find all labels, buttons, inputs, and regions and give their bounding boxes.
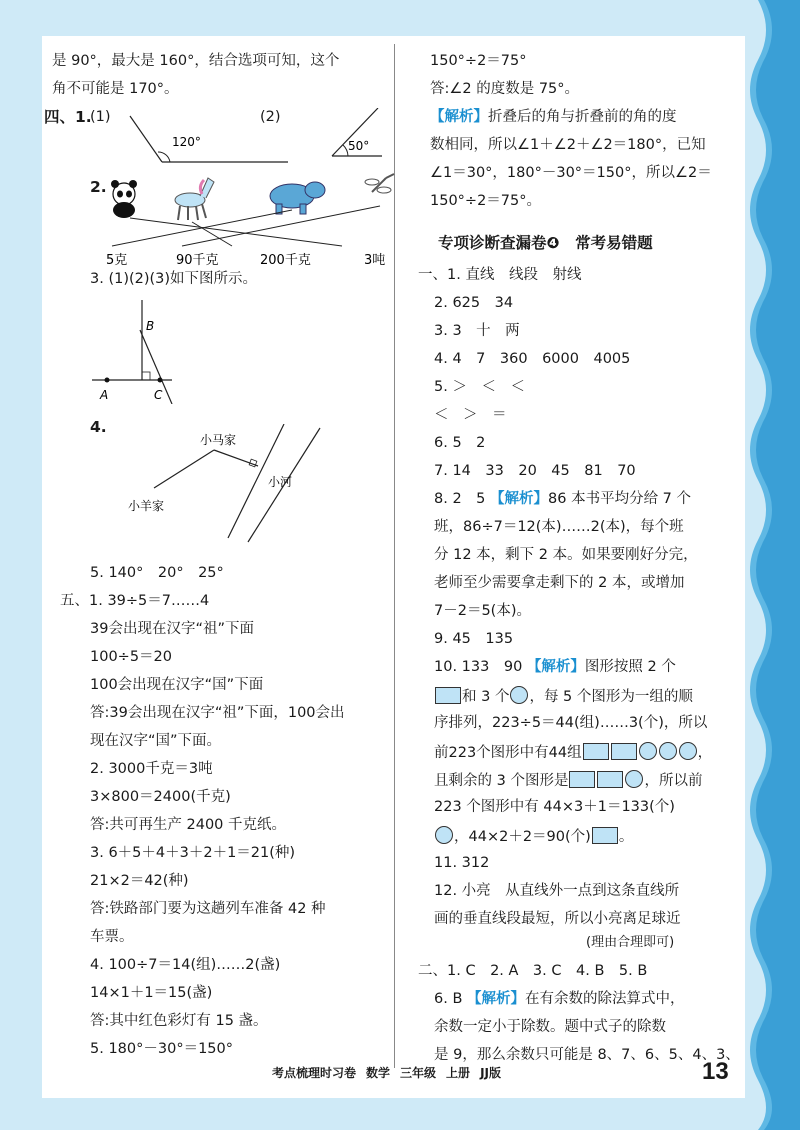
dragonfly-icon [365, 174, 394, 193]
q5-text: 5. 140° 20° 25° [90, 565, 224, 581]
panda-icon [111, 180, 137, 218]
answer-12: 12. 小亮 从直线外一点到这条直线所 [434, 883, 680, 899]
angle1-value: 120° [172, 135, 201, 149]
q2-label: 2. [90, 178, 107, 196]
answer-5b: ＜ ＞ ＝ [434, 407, 507, 423]
answer-10: 10. 133 90 【解析】图形按照 2 个 [434, 659, 676, 675]
text-line: 前223个图形中有44组 ， [434, 742, 712, 762]
q4-label: 4. [90, 418, 107, 436]
text-line: 班，86÷7＝12(本)……2(本)，每个班 [434, 519, 684, 535]
text-line: (理由合理即可) [586, 935, 675, 950]
section-2-answers: 二、1. C 2. A 3. C 4. B 5. B [418, 963, 648, 979]
answer-2: 2. 625 34 [434, 295, 514, 311]
q1-part2-label: (2) [260, 109, 281, 125]
text-line: 余数一定小于除数。题中式子的除数 [434, 1019, 666, 1035]
text-line: 且剩余的 3 个图形是 ，所以前 [434, 770, 702, 790]
text-line: 答:∠2 的度数是 75°。 [430, 81, 580, 97]
answer-6: 6. 5 2 [434, 435, 486, 451]
square-shape [435, 687, 461, 704]
text-line: 序排列，223÷5＝44(组)……3(个)，所以 [434, 715, 708, 731]
horse-icon [175, 178, 214, 220]
analysis-tag: 【解析】 [490, 491, 549, 507]
point-b-label: B [146, 319, 155, 333]
answer-7: 7. 14 33 20 45 81 70 [434, 463, 636, 479]
text-line: 分 12 本，剩下 2 本。如果要刚好分完， [434, 547, 698, 563]
weight-label-4: 3吨 [364, 253, 386, 267]
section-title: 专项诊断查漏卷❹ 常考易错题 [438, 234, 653, 252]
analysis-tag: 【解析】 [467, 991, 526, 1007]
text-line: 画的垂直线段最短，所以小亮离足球近 [434, 911, 681, 927]
text-line: 数相同，所以∠1＋∠2＋∠2＝180°，已知 [430, 137, 706, 153]
text-line: 3×800＝2400(千克) [90, 789, 231, 805]
section-5-q4: 4. 100÷7＝14(组)……2(盏) [90, 957, 281, 973]
weight-matching-diagram [102, 172, 402, 267]
pony-house-label: 小马家 [200, 433, 237, 447]
text-line: 21×2＝42(种) [90, 873, 189, 889]
text-line: 223 个图形中有 44×3＋1＝133(个) [434, 799, 675, 815]
text-line: 7－2＝5(本)。 [434, 603, 531, 619]
square-shape [569, 771, 595, 788]
angle-drawings [102, 108, 382, 168]
river-diagram [108, 424, 328, 544]
weight-label-2: 90千克 [176, 253, 219, 267]
text-line: 是 9，那么余数只可能是 8、7、6、5、4、3、 [434, 1047, 740, 1063]
square-shape [592, 827, 618, 844]
text-line: 老师至少需要拿走剩下的 2 本，或增加 [434, 575, 685, 591]
point-c-label: C [154, 388, 163, 402]
weight-label-1: 5克 [106, 253, 128, 267]
q3-text: 3. (1)(2)(3)如下图所示。 [90, 271, 258, 287]
page-footer: 考点梳理时习卷 数学 三年级 上册 JJ版 [272, 1066, 501, 1080]
perpendicular-diagram [92, 300, 232, 404]
text-line: 150°÷2＝75°。 [430, 193, 542, 209]
angle1-arc [158, 152, 170, 162]
text-line: 答:共可再生产 2400 千克纸。 [90, 817, 287, 833]
match-line-panda [130, 218, 342, 246]
answer-4: 4. 4 7 360 6000 4005 [434, 351, 631, 367]
answer-1: 一、1. 直线 线段 射线 [418, 267, 582, 283]
text-line: 车票。 [90, 929, 134, 945]
section-5-q2: 2. 3000千克＝3吨 [90, 761, 213, 777]
answer-3: 3. 3 十 两 [434, 323, 520, 339]
text-line: 和 3 个 ，每 5 个图形为一组的顺 [434, 686, 693, 706]
square-shape [597, 771, 623, 788]
weight-label-3: 200千克 [260, 253, 311, 267]
page-number: 13 [702, 1058, 729, 1085]
circle-shape [510, 686, 528, 704]
answer-b6: 6. B 【解析】在有余数的除法算式中， [434, 991, 685, 1007]
section-5-q1: 五、1. 39÷5＝7……4 [60, 593, 210, 609]
text-line: ，44×2＋2＝90(个) 。 [434, 826, 633, 846]
hippo-icon [270, 182, 325, 214]
text-line: 39会出现在汉字“祖”下面 [90, 621, 254, 637]
circle-shape [679, 742, 697, 760]
answer-5: 5. ＞ ＜ ＜ [434, 379, 525, 395]
angle2-value: 50° [348, 139, 370, 153]
text-line: 答:铁路部门要为这趟列车准备 42 种 [90, 901, 326, 917]
text-line: 14×1＋1＝15(盏) [90, 985, 213, 1001]
analysis-tag: 【解析】 [430, 109, 488, 125]
circle-shape [639, 742, 657, 760]
section-5-q3: 3. 6＋5＋4＋3＋2＋1＝21(种) [90, 845, 296, 861]
q1-part1-label: (1) [90, 109, 111, 125]
text-line: 角不可能是 170°。 [52, 81, 179, 97]
circle-shape [625, 770, 643, 788]
analysis-tag: 【解析】 [526, 659, 585, 675]
square-shape [583, 743, 609, 760]
answer-8: 8. 2 5 【解析】86 本书平均分给 7 个 [434, 491, 692, 507]
lamb-house-label: 小羊家 [128, 499, 165, 513]
answer-9: 9. 45 135 [434, 631, 514, 647]
text-line: 是 90°，最大是 160°，结合选项可知，这个 [52, 53, 340, 69]
section-5-q5: 5. 180°－30°＝150° [90, 1041, 233, 1057]
match-line-hippo [112, 210, 292, 246]
text-line: 100会出现在汉字“国”下面 [90, 677, 264, 693]
text-line: 答:39会出现在汉字“祖”下面，100会出 [90, 705, 345, 721]
text-line: 150°÷2＝75° [430, 53, 527, 69]
text-line: 100÷5＝20 [90, 649, 173, 665]
square-shape [611, 743, 637, 760]
text-line: 现在汉字“国”下面。 [90, 733, 222, 749]
text-line: 答:其中红色彩灯有 15 盏。 [90, 1013, 268, 1029]
circle-shape [435, 826, 453, 844]
text-line: ∠1＝30°，180°－30°＝150°，所以∠2＝ [430, 165, 712, 181]
analysis-line: 【解析】折叠后的角与折叠前的角的度 [430, 109, 677, 125]
section-4-label: 四、1. [44, 108, 92, 126]
river-label: 小河 [268, 475, 293, 489]
decorative-wave-border [740, 0, 800, 1130]
point-a-label: A [100, 388, 109, 402]
circle-shape [659, 742, 677, 760]
angle1-ray-up [130, 116, 162, 162]
answer-11: 11. 312 [434, 855, 490, 871]
